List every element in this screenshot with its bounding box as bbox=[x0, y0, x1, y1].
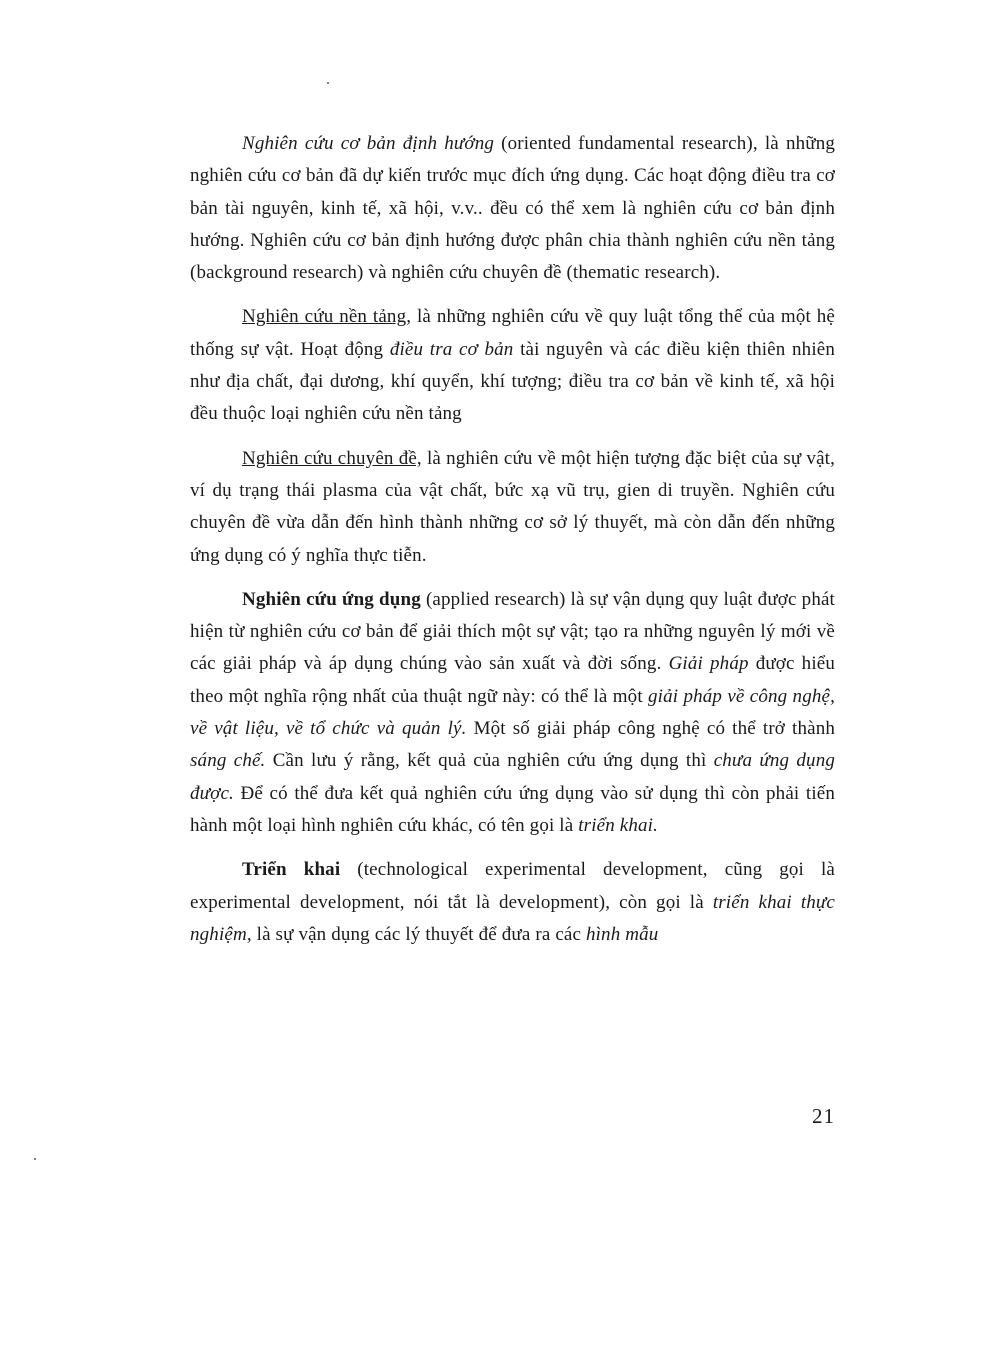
paragraph-development bbox=[190, 854, 835, 951]
paragraph-text: là nghiên cứu về một hiện tượng đặc biệt của sự vật, ví dụ trạng thái plasma của vật chất, bức xạ vũ trụ, gien di truyền. Nghiên cứu chuyên đề vừa dẫn đến hình thành những cơ sở lý thuyết, mà còn dẫn đến những ứng dụng có ý nghĩa thực tiễn. bbox=[190, 447, 835, 566]
emphasis-text: điều tra cơ bản bbox=[389, 338, 514, 360]
page-number: 21 bbox=[812, 1104, 835, 1128]
paragraph-text: được hiểu theo một nghĩa rộng nhất của thuật ngữ này: có thể là một bbox=[190, 653, 835, 707]
emphasis-text: triển khai. bbox=[578, 814, 658, 836]
scan-speck bbox=[327, 82, 329, 84]
emphasis-text: hình mẫu bbox=[585, 923, 659, 945]
paragraph-background-research bbox=[190, 301, 835, 430]
paragraph-text: (oriented fundamental research), là những nghiên cứu cơ bản đã dự kiến trước mục đích ứng dụng. Các hoạt động điều tra cơ bản tài nguyên, kinh tế, xã hội, v.v.. đều có thể xem là nghiên cứu cơ bản định hướng. Nghiên cứu cơ bản định hướng được phân chia thành nghiên cứu nền tảng (background research) và nghiên cứu chuyên đề (thematic research). bbox=[190, 133, 835, 284]
page-body bbox=[190, 128, 835, 963]
paragraph-applied-research bbox=[190, 584, 835, 842]
paragraph-text: (applied research) là sự vận dụng quy luật được phát hiện từ nghiên cứu cơ bản để giải thích một sự vật; tạo ra những nguyên lý mới về các giải pháp và áp dụng chúng vào sản xuất và đời sống. bbox=[190, 588, 835, 675]
term-background-research: Nghiên cứu nền tảng bbox=[242, 306, 407, 328]
paragraph-text: , là những nghiên cứu về quy luật tổng thể của một hệ thống sự vật. Hoạt động bbox=[190, 306, 835, 360]
term-applied-research: Nghiên cứu ứng dụng bbox=[242, 588, 421, 610]
term-thematic-research: Nghiên cứu chuyên đề, bbox=[242, 447, 422, 469]
term-oriented-fundamental: Nghiên cứu cơ bản định hướng bbox=[242, 133, 495, 154]
term-development: Triển khai bbox=[242, 859, 341, 881]
emphasis-text: giải pháp về công nghệ, về vật liệu, về tổ chức và quản lý. bbox=[190, 685, 835, 740]
paragraph-oriented-fundamental-research bbox=[190, 128, 835, 289]
paragraph-text: là sự vận dụng các lý thuyết để đưa ra các bbox=[251, 923, 586, 945]
emphasis-text: triển khai thực nghiệm, bbox=[190, 891, 835, 945]
paragraph-thematic-research bbox=[190, 443, 835, 572]
scan-speck bbox=[34, 1158, 36, 1160]
emphasis-text: Giải pháp bbox=[668, 653, 749, 675]
paragraph-text: (technological experimental development, cũng gọi là experimental development, nói tắt là development), còn gọi là bbox=[190, 859, 836, 913]
emphasis-text: sáng chế. bbox=[190, 750, 266, 772]
paragraph-text: tài nguyên và các điều kiện thiên nhiên như địa chất, đại dương, khí quyển, khí tượng; điều tra cơ bản về kinh tế, xã hội đều thuộc loại nghiên cứu nền tảng bbox=[190, 338, 835, 425]
paragraph-text: Để có thể đưa kết quả nghiên cứu ứng dụng vào sử dụng thì còn phải tiến hành một loại hình nghiên cứu khác, có tên gọi là bbox=[190, 782, 835, 836]
paragraph-text: Một số giải pháp công nghệ có thể trở thành bbox=[466, 718, 836, 740]
paragraph-text: Cần lưu ý rằng, kết quả của nghiên cứu ứng dụng thì bbox=[265, 750, 714, 772]
emphasis-text: chưa ứng dụng được. bbox=[190, 750, 836, 804]
